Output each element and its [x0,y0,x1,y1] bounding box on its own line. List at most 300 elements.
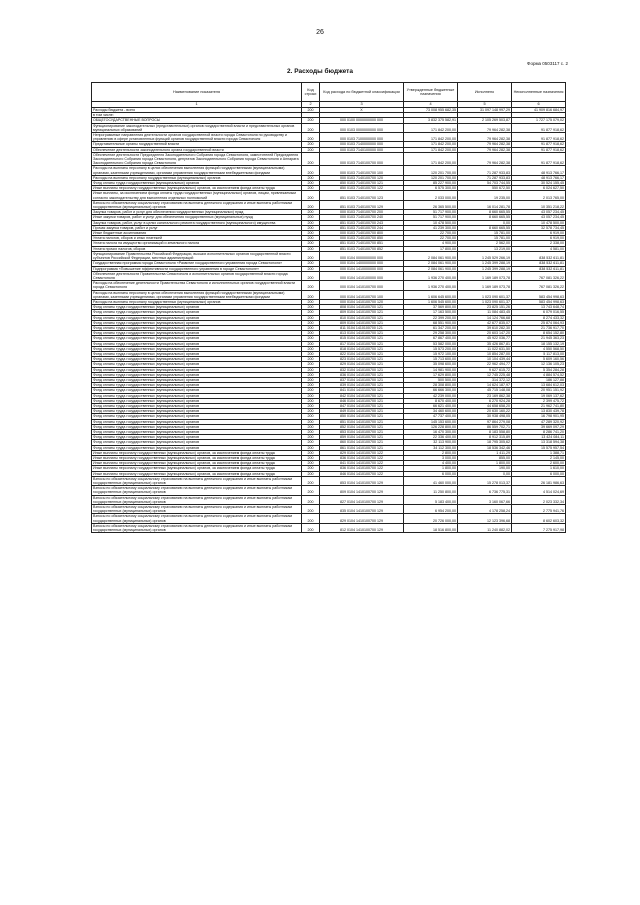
cell-executed: 10 854 287,00 [458,351,512,356]
cell-executed: 8 660 665,55 [458,225,512,230]
budget-expenses-table [91,82,566,533]
cell-classification-code: 860 0104 1410100700 121 [320,440,404,445]
cell-line-code: 200 [302,210,320,215]
cell-approved: 6 575 300,00 [404,186,458,191]
cell-approved: 171 842 200,00 [404,133,458,142]
cell-approved: 22 700,00 [404,236,458,241]
cell-executed: 8 183 558,80 [458,430,512,435]
cell-classification-code: 000 0104 1410100000 000 [320,271,404,280]
cell-classification-code: 836 0104 1410100700 122 [320,456,404,461]
cell-indicator-name: Закупка товаров, работ и услуг для обеспечения государственных (муниципальных) нужд [92,210,302,215]
cell-line-code: 200 [302,393,320,398]
cell-classification-code: 859 0104 1410100700 121 [320,435,404,440]
cell-approved: 61 347 200,00 [404,325,458,330]
cell-indicator-name: Иные выплаты персоналу государственных (муниципальных) органов, за исключением фонда оплаты труда [92,186,302,191]
cell-approved: 2 033 000,00 [404,191,458,200]
cell-line-code: 200 [302,377,320,382]
cell-classification-code: 000 0100 0000000000 000 [320,118,404,123]
cell-approved: 29 258 300,00 [404,331,458,336]
cell-unexecuted: 91 877 918,62 [512,147,566,152]
cell-unexecuted: 15 575 957,54 [512,445,566,450]
cell-indicator-name: Расходы бюджета - всего [92,108,302,113]
cell-indicator-name: Расходы на выплаты персоналу государственных (муниципальных) органов [92,175,302,180]
cell-executed: 15 781,00 [458,236,512,241]
cell-classification-code: 827 0104 1410100700 129 [320,495,404,504]
cell-approved: 500 500,00 [404,377,458,382]
cell-approved: 17 163 500,00 [404,310,458,315]
cell-unexecuted: 4 581,00 [512,246,566,251]
cell-classification-code: 851 0104 1410100700 121 [320,419,404,424]
cell-unexecuted: 91 877 918,62 [512,133,566,142]
cell-line-code: 200 [302,236,320,241]
cell-classification-code: 000 0103 7100000000 000 [320,133,404,142]
cell-executed: 2 562,00 [458,241,512,246]
cell-approved: 85 227 900,00 [404,181,458,186]
cell-indicator-name: Иные выплаты персоналу государственных (муниципальных) органов, за исключением фонда оплаты труда [92,461,302,466]
cell-line-code: 200 [302,108,320,113]
cell-approved: 73 008 955 682,35 [404,108,458,113]
cell-approved: 53 582 000,00 [404,341,458,346]
cell-unexecuted: 21 962 741,80 [512,403,566,408]
cell-classification-code: 851 0103 7140100700 852 [320,246,404,251]
cell-line-code: 200 [302,315,320,320]
cell-indicator-name: Иные бюджетные ассигнования [92,231,302,236]
cell-unexecuted: 13 318 594,38 [512,440,566,445]
cell-executed: 13 219,00 [458,246,512,251]
cell-approved: 51 717 900,00 [404,215,458,220]
cell-unexecuted: 5 117 813,00 [512,351,566,356]
cell-indicator-name: Фонд оплаты труда государственных (муниципальных) органов [92,393,302,398]
cell-unexecuted: 767 081 326,22 [512,271,566,280]
cell-unexecuted: 39 669 097,29 [512,424,566,429]
cell-indicator-name: Фонд оплаты труда государственных (муниципальных) органов [92,325,302,330]
cell-executed: 79 964 282,38 [458,123,512,132]
cell-indicator-name: Фонд оплаты труда государственных (муниципальных) органов [92,181,302,186]
cell-executed: 8 912 315,89 [458,435,512,440]
cell-classification-code: 808 0104 1410100700 121 [320,305,404,310]
cell-indicator-name: Фонд оплаты труда государственных (муниципальных) органов [92,346,302,351]
cell-classification-code: 823 0104 1410100700 121 [320,357,404,362]
cell-approved: 6 000,00 [404,471,458,476]
cell-approved: 47 737 400,00 [404,414,458,419]
cell-line-code: 200 [302,346,320,351]
cell-unexecuted: 4 550 568,50 [512,346,566,351]
budget-table-wrapper [91,82,565,533]
cell-approved: 22 336 400,00 [404,435,458,440]
cell-classification-code: 000 0103 7140100700 000 [320,152,404,166]
cell-classification-code: 839 0104 1410100700 121 [320,383,404,388]
cell-indicator-name: Иные выплаты персоналу государственных (муниципальных) органов, за исключением фонда оплаты труда [92,450,302,455]
cell-line-code: 200 [302,424,320,429]
cell-approved: 1 936 270 400,00 [404,271,458,280]
cell-line-code: 200 [302,523,320,532]
cell-line-code: 200 [302,341,320,346]
cell-approved: 5 183 400,00 [404,495,458,504]
cell-executed: 79 964 282,38 [458,142,512,147]
cell-unexecuted: 6 024 627,50 [512,186,566,191]
cell-unexecuted: 2 600,00 [512,461,566,466]
cell-indicator-name: Фонд оплаты труда государственных (муниципальных) органов [92,419,302,424]
section-title: 2. Расходы бюджета [287,68,353,75]
cell-classification-code: 829 0104 1410100700 129 [320,514,404,523]
cell-classification-code: 000 0104 1410100700 120 [320,299,404,304]
cell-approved: 171 842 200,00 [404,142,458,147]
cell-unexecuted: 5 354 284,28 [512,367,566,372]
table-row [92,476,566,485]
cell-executed: 22 962 494,77 [458,362,512,367]
cell-line-code: 200 [302,200,320,209]
table-row [92,486,566,495]
cell-indicator-name: Представительные органы государственной власти [92,142,302,147]
cell-indicator-name: Фонд оплаты труда государственных (муниципальных) органов [92,341,302,346]
form-label: Форма 0503117 с. 2 [527,61,568,66]
cell-line-code: 200 [302,414,320,419]
cell-line-code: 200 [302,290,320,299]
cell-approved: 34 112 300,00 [404,445,458,450]
cell-indicator-name: Взносы по обязательному социальному страхованию на выплаты денежного содержания и иные выплаты работникам государственных (муниципальных) органов [92,200,302,209]
cell-executed: 1 023 090 601,37 [458,299,512,304]
cell-classification-code: 812 0104 1410100700 129 [320,523,404,532]
cell-indicator-name: Фонд оплаты труда государственных (муниципальных) органов [92,383,302,388]
cell-classification-code: 836 0104 1410100700 121 [320,372,404,377]
cell-line-code: 200 [302,505,320,514]
cell-executed: 14 624 187,97 [458,383,512,388]
cell-unexecuted: 8 274 433,32 [512,315,566,320]
cell-executed: 8 660 665,55 [458,215,512,220]
cell-line-code: 200 [302,123,320,132]
cell-executed: 1 245 399 288,19 [458,266,512,271]
cell-indicator-name: Фонд оплаты труда государственных (муниципальных) органов [92,320,302,325]
cell-line-code: 200 [302,471,320,476]
table-row [92,200,566,209]
table-body [92,108,566,533]
cell-line-code: 200 [302,388,320,393]
cell-executed: 1 169 189 073,78 [458,271,512,280]
cell-unexecuted: 10 351 218,22 [512,200,566,209]
cell-executed: 79 964 282,38 [458,152,512,166]
cell-indicator-name: Фонд оплаты труда государственных (муниципальных) органов [92,414,302,419]
cell-executed: 10 104 439,44 [458,357,512,362]
table-row [92,123,566,132]
cell-approved: 22 399 200,00 [404,315,458,320]
cell-unexecuted: 91 877 918,62 [512,123,566,132]
cell-approved: 17 629 800,00 [404,372,458,377]
table-row [92,514,566,523]
cell-approved: 26 365 500,00 [404,200,458,209]
cell-line-code: 200 [302,175,320,180]
cell-approved: 18 516 800,00 [404,523,458,532]
cell-indicator-name: Расходы на выплаты персоналу в целях обеспечения выполнения функций государственными (муниципальными) органами, казенными учреждениями, органами управления государственными внебюджетными фондами [92,290,302,299]
cell-classification-code: 851 0103 7140100700 851 [320,241,404,246]
cell-executed: 39 610 282,30 [458,325,512,330]
cell-line-code: 200 [302,133,320,142]
cell-line-code: 200 [302,367,320,372]
cell-executed: 42 677 835,07 [458,320,512,325]
cell-approved: 67 867 400,00 [404,336,458,341]
cell-approved: 2 084 061 900,00 [404,266,458,271]
cell-executed: 79 964 282,38 [458,133,512,142]
cell-line-code: 200 [302,320,320,325]
cell-executed: 6 736 775,31 [458,486,512,495]
cell-classification-code: 813 0104 1410100700 121 [320,331,404,336]
cell-indicator-name: Фонд оплаты труда государственных (муниципальных) органов [92,424,302,429]
cell-line-code: 200 [302,231,320,236]
cell-unexecuted: 47 289 320,92 [512,419,566,424]
header-line-code: Код строки [302,83,320,102]
column-number: 2 [302,102,320,108]
header-unexecuted: Неисполненные назначения [512,83,566,102]
cell-unexecuted: 6 079 016,55 [512,310,566,315]
cell-indicator-name: Взносы по обязательному социальному страхованию на выплаты денежного содержания и иные выплаты работникам государственных (муниципальных) органов [92,514,302,523]
cell-indicator-name: Фонд оплаты труда государственных (муниципальных) органов [92,377,302,382]
cell-approved: 66 666 300,00 [404,388,458,393]
cell-line-code: 200 [302,152,320,166]
cell-line-code: 200 [302,409,320,414]
cell-classification-code: X [320,108,404,113]
cell-classification-code: 809 0104 1410100700 121 [320,320,404,325]
cell-classification-code: 818 0104 1410100700 121 [320,346,404,351]
cell-line-code: 200 [302,305,320,310]
cell-line-code: 200 [302,336,320,341]
cell-classification-code: 817 0104 1410100700 121 [320,341,404,346]
cell-indicator-name: Фонд оплаты труда государственных (муниципальных) органов [92,445,302,450]
cell-executed: 20 630 160,22 [458,409,512,414]
cell-unexecuted: 2 399 475,72 [512,398,566,403]
table-row [92,166,566,175]
cell-indicator-name: Иные выплаты персоналу государственных (муниципальных) органов, за исключением фонда оплаты труда [92,471,302,476]
cell-executed: 1 245 399 288,19 [458,261,512,266]
cell-classification-code: 810 0104 1410100700 121 [320,315,404,320]
cell-classification-code: 842 0104 1410100700 121 [320,393,404,398]
cell-line-code: 200 [302,383,320,388]
cell-line-code: 200 [302,430,320,435]
cell-classification-code: 000 0103 7140100700 240 [320,215,404,220]
cell-indicator-name: Фонд оплаты труда государственных (муниципальных) органов [92,398,302,403]
cell-approved: 15 972 100,00 [404,351,458,356]
cell-unexecuted: 16 798 901,95 [512,414,566,419]
cell-unexecuted: 13 424 084,11 [512,435,566,440]
cell-line-code: 200 [302,299,320,304]
cell-classification-code: 809 0104 1410100700 129 [320,486,404,495]
table-row [92,271,566,280]
cell-approved: 126 228 800,00 [404,424,458,429]
cell-executed: 11 084 483,45 [458,310,512,315]
cell-classification-code: 837 0104 1410100700 121 [320,377,404,382]
cell-line-code: 200 [302,486,320,495]
page-number: 26 [316,29,324,36]
header-classification-code: Код расхода по бюджетной классификации [320,83,404,102]
header-indicator-name: Наименование показателя [92,83,302,102]
table-row [92,191,566,200]
cell-unexecuted: 5 609 160,56 [512,357,566,362]
cell-classification-code: 000 0103 7140100000 000 [320,147,404,152]
cell-unexecuted: 7 275 917,98 [512,523,566,532]
cell-line-code: 200 [302,476,320,485]
cell-classification-code: 811 0104 1410100700 121 [320,325,404,330]
cell-executed: 1 411,29 [458,450,512,455]
cell-line-code: 200 [302,186,320,191]
cell-approved: 51 717 900,00 [404,210,458,215]
cell-indicator-name: Обеспечение деятельности Правительства Севастополя и исполнительных органов государственной власти города Севастополя [92,271,302,280]
cell-line-code: 200 [302,118,320,123]
cell-unexecuted: 8 602 603,32 [512,514,566,523]
cell-executed: 45 715 148,08 [458,388,512,393]
cell-line-code: 200 [302,225,320,230]
cell-classification-code: 841 0104 1410100700 122 [320,461,404,466]
cell-indicator-name: Фонд оплаты труда государственных (муниципальных) органов [92,315,302,320]
cell-approved: 171 842 200,00 [404,147,458,152]
cell-unexecuted: 13 743 648,74 [512,305,566,310]
cell-line-code: 200 [302,362,320,367]
cell-executed: 9 627 615,72 [458,367,512,372]
cell-line-code: 200 [302,331,320,336]
cell-indicator-name: Функционирование Правительства Российской Федерации, высших исполнительных органов государственной власти субъектов Российской Федерации, местных администраций [92,251,302,260]
cell-line-code: 200 [302,461,320,466]
cell-classification-code: 853 0104 1410100700 129 [320,476,404,485]
cell-unexecuted: 30 524 155,45 [512,181,566,186]
cell-executed: 15 781,00 [458,231,512,236]
cell-approved: 22 700,00 [404,231,458,236]
cell-approved: 2 084 061 900,00 [404,251,458,260]
cell-unexecuted: 32 578 734,45 [512,225,566,230]
cell-classification-code: 000 0104 1400000000 000 [320,261,404,266]
cell-executed: 314 372,12 [458,377,512,382]
cell-approved: 1 800,00 [404,466,458,471]
cell-line-code: 200 [302,181,320,186]
cell-indicator-name: Уплата налогов, сборов и иных платежей [92,236,302,241]
cell-classification-code: 000 0103 7140100700 100 [320,166,404,175]
cell-indicator-name: Фонд оплаты труда государственных (муниципальных) органов [92,331,302,336]
cell-unexecuted: 43 057 234,45 [512,210,566,215]
cell-unexecuted: 19 069 137,62 [512,393,566,398]
cell-line-code: 200 [302,419,320,424]
cell-indicator-name: Фонд оплаты труда государственных (муниципальных) органов [92,435,302,440]
cell-indicator-name: Фонд оплаты труда государственных (муниципальных) органов [92,351,302,356]
table-row [92,505,566,514]
cell-executed: 8 660 665,55 [458,210,512,215]
table-row [92,290,566,299]
cell-executed: 71 287 933,83 [458,166,512,175]
cell-classification-code: 851 0103 7140100700 129 [320,200,404,209]
cell-line-code: 200 [302,220,320,225]
cell-executed: 1 245 529 266,19 [458,251,512,260]
cell-approved: 6 954 200,00 [404,505,458,514]
cell-executed: 45 922 036,77 [458,336,512,341]
cell-executed: 11 022 631,50 [458,346,512,351]
cell-classification-code: 000 0103 7140000000 000 [320,142,404,147]
cell-approved: 1 936 270 400,00 [404,281,458,290]
cell-unexecuted: 6 919,00 [512,231,566,236]
cell-approved: 66 621 400,00 [404,403,458,408]
cell-executed: 16 014 281,78 [458,200,512,209]
cell-approved: 15 713 600,00 [404,357,458,362]
cell-unexecuted: 41 909 816 684,97 [512,108,566,113]
cell-executed: 11 240 882,02 [458,523,512,532]
cell-indicator-name: Подпрограмма «Повышение эффективности государственного управления в городе Севастополе» [92,266,302,271]
cell-unexecuted: 583 454 998,63 [512,299,566,304]
cell-unexecuted: 1 727 175 079,02 [512,118,566,123]
cell-classification-code: 829 0104 1410100700 122 [320,450,404,455]
cell-line-code: 200 [302,495,320,504]
column-number: 4 [404,102,458,108]
table-row [92,495,566,504]
cell-line-code: 200 [302,142,320,147]
cell-executed: 2 105 269 503,87 [458,118,512,123]
column-number: 3 [320,102,404,108]
cell-classification-code: 809 0104 1410100700 121 [320,310,404,315]
cell-classification-code: 836 0104 1410100700 122 [320,466,404,471]
cell-indicator-name: Взносы по обязательному социальному страхованию на выплаты денежного содержания и иные выплаты работникам государственных (муниципальных) органов [92,486,302,495]
cell-indicator-name: Закупка товаров, работ, услуг в целях капитального ремонта государственного (муниципального) имущества [92,220,302,225]
cell-executed: 1 023 090 601,37 [458,290,512,299]
cell-unexecuted: 2 775 941,76 [512,505,566,514]
cell-approved: 2 084 061 900,00 [404,261,458,266]
cell-indicator-name: Расходы на обеспечение деятельности Правительства Севастополя и исполнительных органов государственной власти города Севастополя [92,281,302,290]
cell-unexecuted: 10 478 500,00 [512,220,566,225]
cell-executed: 86 559 702,71 [458,424,512,429]
cell-indicator-name: Иные выплаты, за исключением фонда оплаты труда государственных (муниципальных) органов, лицам, привлекаемым согласно законодательству для выполнения отдельных полномочий [92,191,302,200]
cell-approved: 4 900,00 [404,241,458,246]
cell-approved: 171 842 200,00 [404,123,458,132]
cell-executed: 0,00 [458,220,512,225]
table-header-row [92,83,566,102]
cell-unexecuted: 2 013 765,00 [512,191,566,200]
cell-indicator-name: Уплата налога на имущество организаций и земельного налога [92,241,302,246]
cell-indicator-name: Расходы на выплаты персоналу государственных (муниципальных) органов [92,299,302,304]
cell-approved: 17 800,00 [404,246,458,251]
cell-executed: 12 745 225,48 [458,372,512,377]
cell-approved: 15 573 200,00 [404,346,458,351]
cell-line-code: 200 [302,166,320,175]
cell-classification-code: 829 0104 1410100700 121 [320,362,404,367]
cell-unexecuted: 1 610,00 [512,466,566,471]
cell-approved: 1 606 645 600,00 [404,290,458,299]
cell-classification-code: 850 0103 7140100700 122 [320,186,404,191]
cell-indicator-name: Прочая закупка товаров, работ и услуг [92,225,302,230]
cell-indicator-name: Иные выплаты персоналу государственных (муниципальных) органов, за исключением фонда оплаты труда [92,456,302,461]
cell-classification-code: 850 0104 1410100700 121 [320,414,404,419]
cell-unexecuted: 583 454 998,63 [512,290,566,299]
cell-approved: 14 981 900,00 [404,367,458,372]
cell-approved: 34 460 600,00 [404,409,458,414]
cell-executed: 4 178 258,24 [458,505,512,514]
cell-classification-code: 000 0103 7140100700 850 [320,236,404,241]
cell-indicator-name: Взносы по обязательному социальному страхованию на выплаты денежного содержания и иные выплаты работникам государственных (муниципальных) органов [92,505,302,514]
cell-executed: 79 964 282,38 [458,147,512,152]
cell-classification-code: 847 0104 1410100700 121 [320,403,404,408]
cell-executed: 3 160 067,66 [458,495,512,504]
cell-line-code: 200 [302,251,320,260]
cell-classification-code: 846 0104 1410100700 121 [320,398,404,403]
column-number: 6 [512,102,566,108]
cell-approved: 4 400,00 [404,461,458,466]
cell-unexecuted: 26 181 986,63 [512,476,566,485]
cell-line-code: 200 [302,241,320,246]
cell-unexecuted: 186 127,88 [512,377,566,382]
cell-classification-code: 853 0104 1410100700 121 [320,430,404,435]
cell-line-code: 200 [302,372,320,377]
cell-approved: 41 460 000,00 [404,476,458,485]
cell-indicator-name: Фонд оплаты труда государственных (муниципальных) органов [92,409,302,414]
cell-indicator-name: Фонд оплаты труда государственных (муниципальных) органов [92,362,302,367]
cell-classification-code: 841 0104 1410100700 121 [320,388,404,393]
cell-line-code: 200 [302,435,320,440]
cell-executed: 19 235,00 [458,191,512,200]
cell-unexecuted: 48 913 766,17 [512,166,566,175]
cell-unexecuted: 2 338,00 [512,241,566,246]
cell-classification-code: 851 0103 7140100700 123 [320,191,404,200]
cell-line-code: 200 [302,215,320,220]
